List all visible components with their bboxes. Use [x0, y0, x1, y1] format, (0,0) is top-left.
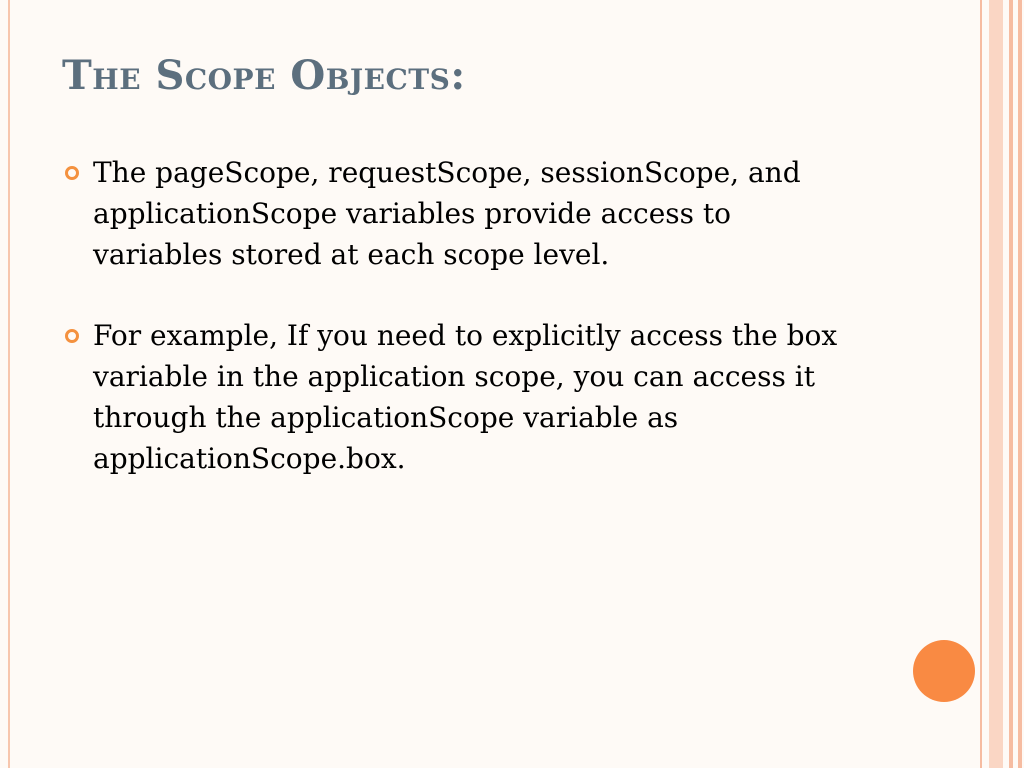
bullet-list	[64, 152, 864, 519]
circle-bullet-icon	[65, 329, 79, 343]
bullet-item	[64, 315, 864, 479]
bullet-text: For example, If you need to explicitly access the box variable in the application scope, you can access it through the applicationScope variable as applicationScope.box.	[93, 319, 838, 475]
orange-circle-decoration	[913, 640, 975, 702]
bullet-text: The pageScope, requestScope, sessionScope, and applicationScope variables provide access to variables stored at each scope level.	[93, 156, 801, 271]
right-border-stripe	[1018, 0, 1022, 768]
left-border-line	[8, 0, 10, 768]
slide-title: The Scope Objects:	[62, 52, 466, 99]
right-border-stripe	[989, 0, 1003, 768]
right-border-stripe	[980, 0, 982, 768]
circle-bullet-icon	[65, 166, 79, 180]
bullet-item	[64, 152, 864, 275]
right-border-stripe	[1009, 0, 1013, 768]
